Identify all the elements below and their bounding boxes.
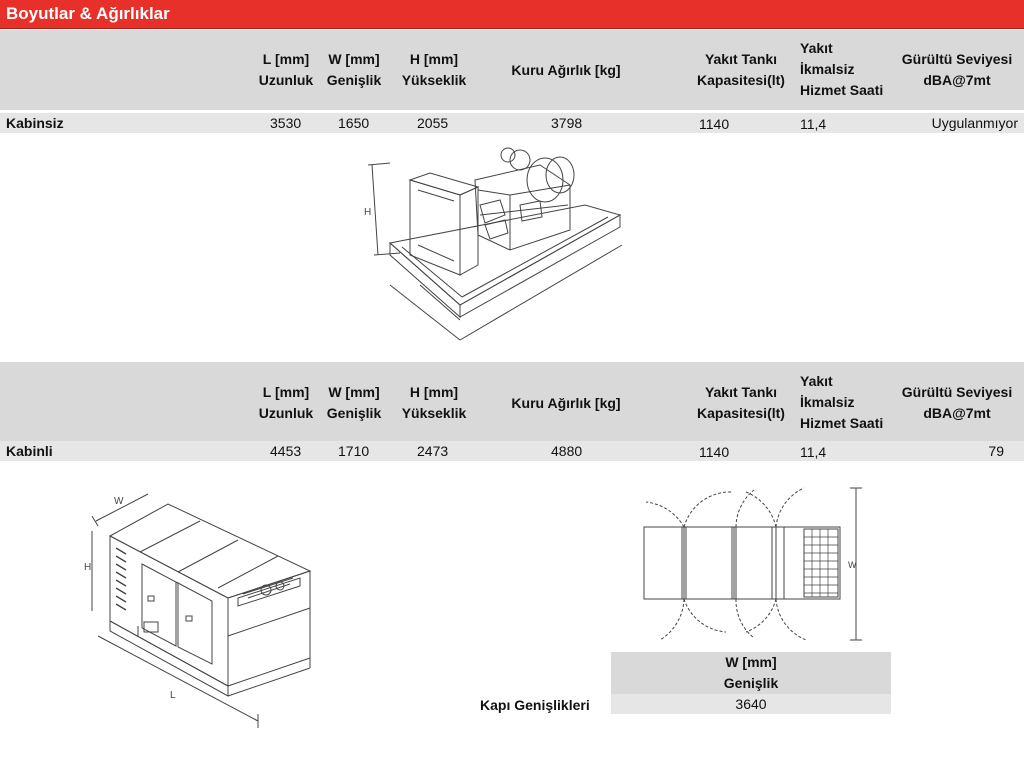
open-fuel-tank: 1140 (699, 116, 730, 132)
row-label-open: Kabinsiz (6, 115, 64, 131)
canopy-generator-drawing (78, 486, 338, 736)
canopy-dim-h: H (84, 562, 92, 573)
door-dim-w: W (848, 560, 857, 570)
header-row-canopy (0, 362, 1024, 442)
open-dry-weight: 3798 (551, 115, 583, 131)
canopy-fuel-tank: 1140 (699, 444, 730, 460)
canopy-noise: 79 (988, 443, 1004, 459)
open-width: 1650 (338, 115, 370, 131)
header-noise-2: Gürültü Seviyesi dBA@7mt (901, 384, 1013, 421)
data-row-canopy (0, 441, 1024, 461)
header-length: L [mm] Uzunluk (258, 51, 314, 88)
open-refuel: 11,4 (800, 116, 827, 132)
door-width-value: 3640 (611, 694, 891, 714)
open-length: 3530 (270, 115, 302, 131)
header-dry-weight-2: Kuru Ağırlık [kg] (511, 395, 621, 411)
section-title-bar (0, 0, 1024, 29)
header-height: H [mm] Yükseklik (401, 51, 467, 88)
open-dim-h: H (364, 207, 372, 218)
door-width-header-text: W [mm] Genişlik (723, 654, 779, 691)
door-width-label: Kapı Genişlikleri (480, 697, 590, 713)
section-title: Boyutlar & Ağırlıklar (6, 4, 170, 23)
data-row-open (0, 113, 1024, 133)
header-length-2: L [mm] Uzunluk (258, 384, 314, 421)
door-top-view-drawing (636, 482, 866, 647)
header-height-2: H [mm] Yükseklik (401, 384, 467, 421)
canopy-dry-weight: 4880 (551, 443, 583, 459)
door-width-header (611, 652, 891, 694)
header-row-open (0, 30, 1024, 110)
header-width: W [mm] Genişlik (326, 51, 382, 88)
canopy-width: 1710 (338, 443, 370, 459)
canopy-dim-w: W (114, 496, 124, 507)
header-width-2: W [mm] Genişlik (326, 384, 382, 421)
header-refuel-2: Yakıt İkmalsiz Hizmet Saati (800, 373, 884, 431)
row-label-canopy: Kabinli (6, 443, 53, 459)
canopy-refuel: 11,4 (800, 444, 827, 460)
canopy-length: 4453 (270, 443, 302, 459)
canopy-dim-l: L (170, 690, 176, 701)
open-height: 2055 (417, 115, 449, 131)
canopy-height: 2473 (417, 443, 449, 459)
open-noise: Uygulanmıyor (931, 115, 1018, 131)
header-fuel-tank: Yakıt Tankı Kapasitesi(lt) (697, 51, 785, 88)
header-dry-weight: Kuru Ağırlık [kg] (511, 62, 621, 78)
header-fuel-tank-2: Yakıt Tankı Kapasitesi(lt) (697, 384, 785, 421)
header-refuel: Yakıt İkmalsiz Hizmet Saati (800, 40, 884, 98)
open-generator-drawing (360, 135, 630, 345)
header-noise: Gürültü Seviyesi dBA@7mt (901, 51, 1013, 88)
